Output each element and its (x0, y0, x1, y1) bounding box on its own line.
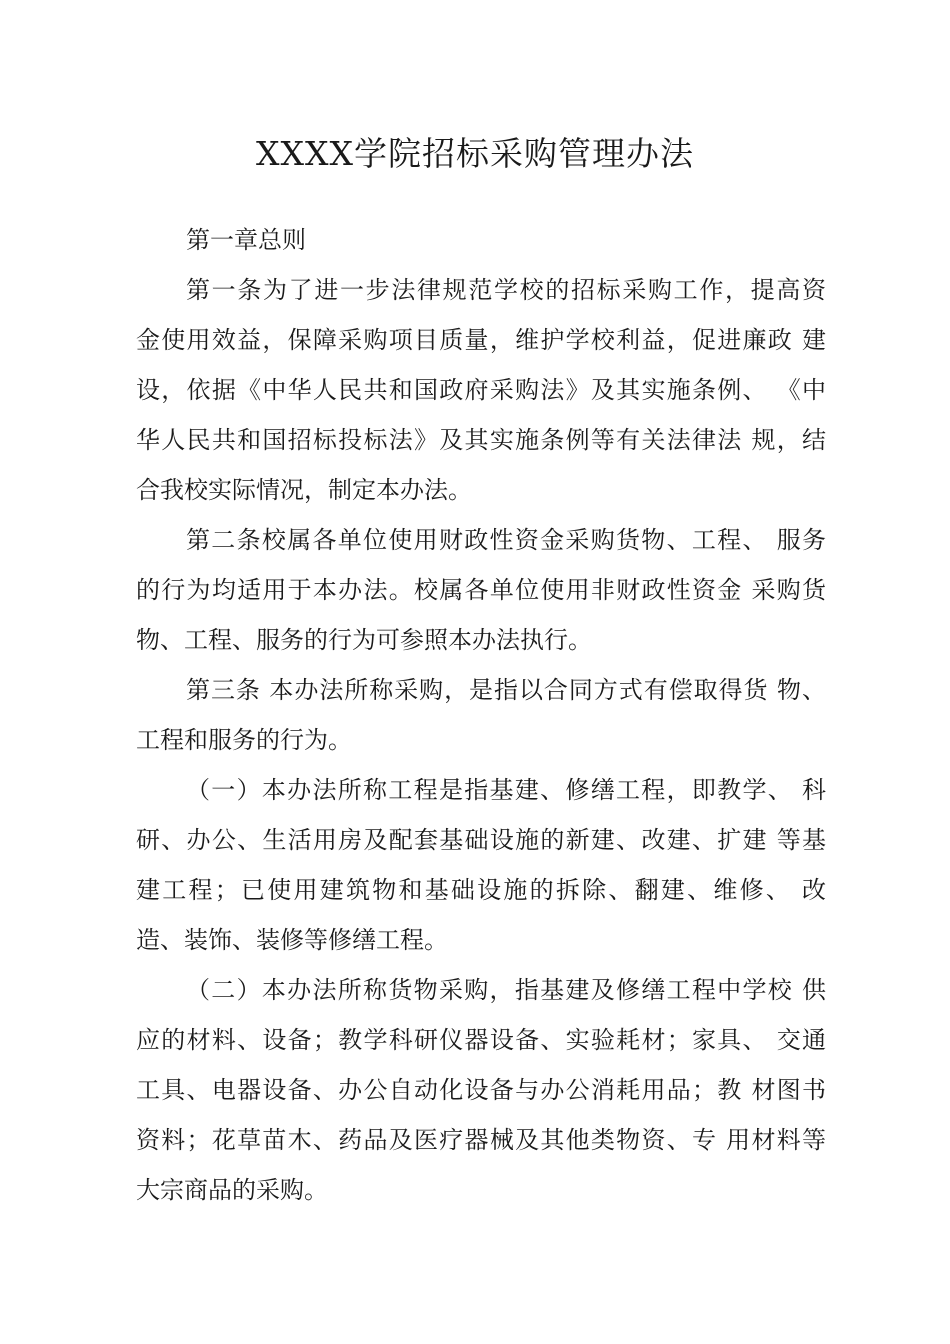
text-line: 建工程；已使用建筑物和基础设施的拆除、翻建、维修、 改 (136, 876, 826, 904)
text-line: 物、工程、服务的行为可参照本办法执行。 (136, 626, 592, 654)
text-line: 第一条为了进一步法律规范学校的招标采购工作，提高资 (186, 276, 826, 304)
text-line: （二）本办法所称货物采购，指基建及修缮工程中学校 供 (186, 976, 826, 1004)
text-line: 设，依据《中华人民共和国政府采购法》及其实施条例、 《中 (136, 376, 826, 404)
text-line: 工程和服务的行为。 (136, 726, 352, 754)
text-line: 第二条校属各单位使用财政性资金采购货物、工程、 服务 (186, 526, 826, 554)
text-line: 应的材料、设备；教学科研仪器设备、实验耗材；家具、 交通 (136, 1026, 826, 1054)
text-line: 大宗商品的采购。 (136, 1176, 328, 1204)
text-line: 第三条 本办法所称采购，是指以合同方式有偿取得货 物、 (186, 676, 826, 704)
text-line: 资料；花草苗木、药品及医疗器械及其他类物资、专 用材料等 (136, 1126, 826, 1154)
text-line: 合我校实际情况，制定本办法。 (136, 476, 472, 504)
text-line: 的行为均适用于本办法。校属各单位使用非财政性资金 采购货 (136, 576, 826, 604)
text-line: 华人民共和国招标投标法》及其实施条例等有关法律法 规，结 (136, 426, 826, 454)
text-line: 造、装饰、装修等修缮工程。 (136, 926, 448, 954)
text-line: （一）本办法所称工程是指基建、修缮工程，即教学、 科 (186, 776, 826, 804)
text-line: 工具、电器设备、办公自动化设备与办公消耗用品；教 材图书 (136, 1076, 826, 1104)
text-line: 金使用效益，保障采购项目质量，维护学校利益，促进廉政 建 (136, 326, 826, 354)
text-line: 研、办公、生活用房及配套基础设施的新建、改建、扩建 等基 (136, 826, 826, 854)
document-title: XXXX学院招标采购管理办法 (256, 134, 694, 173)
chapter-heading: 第一章总则 (186, 226, 306, 254)
